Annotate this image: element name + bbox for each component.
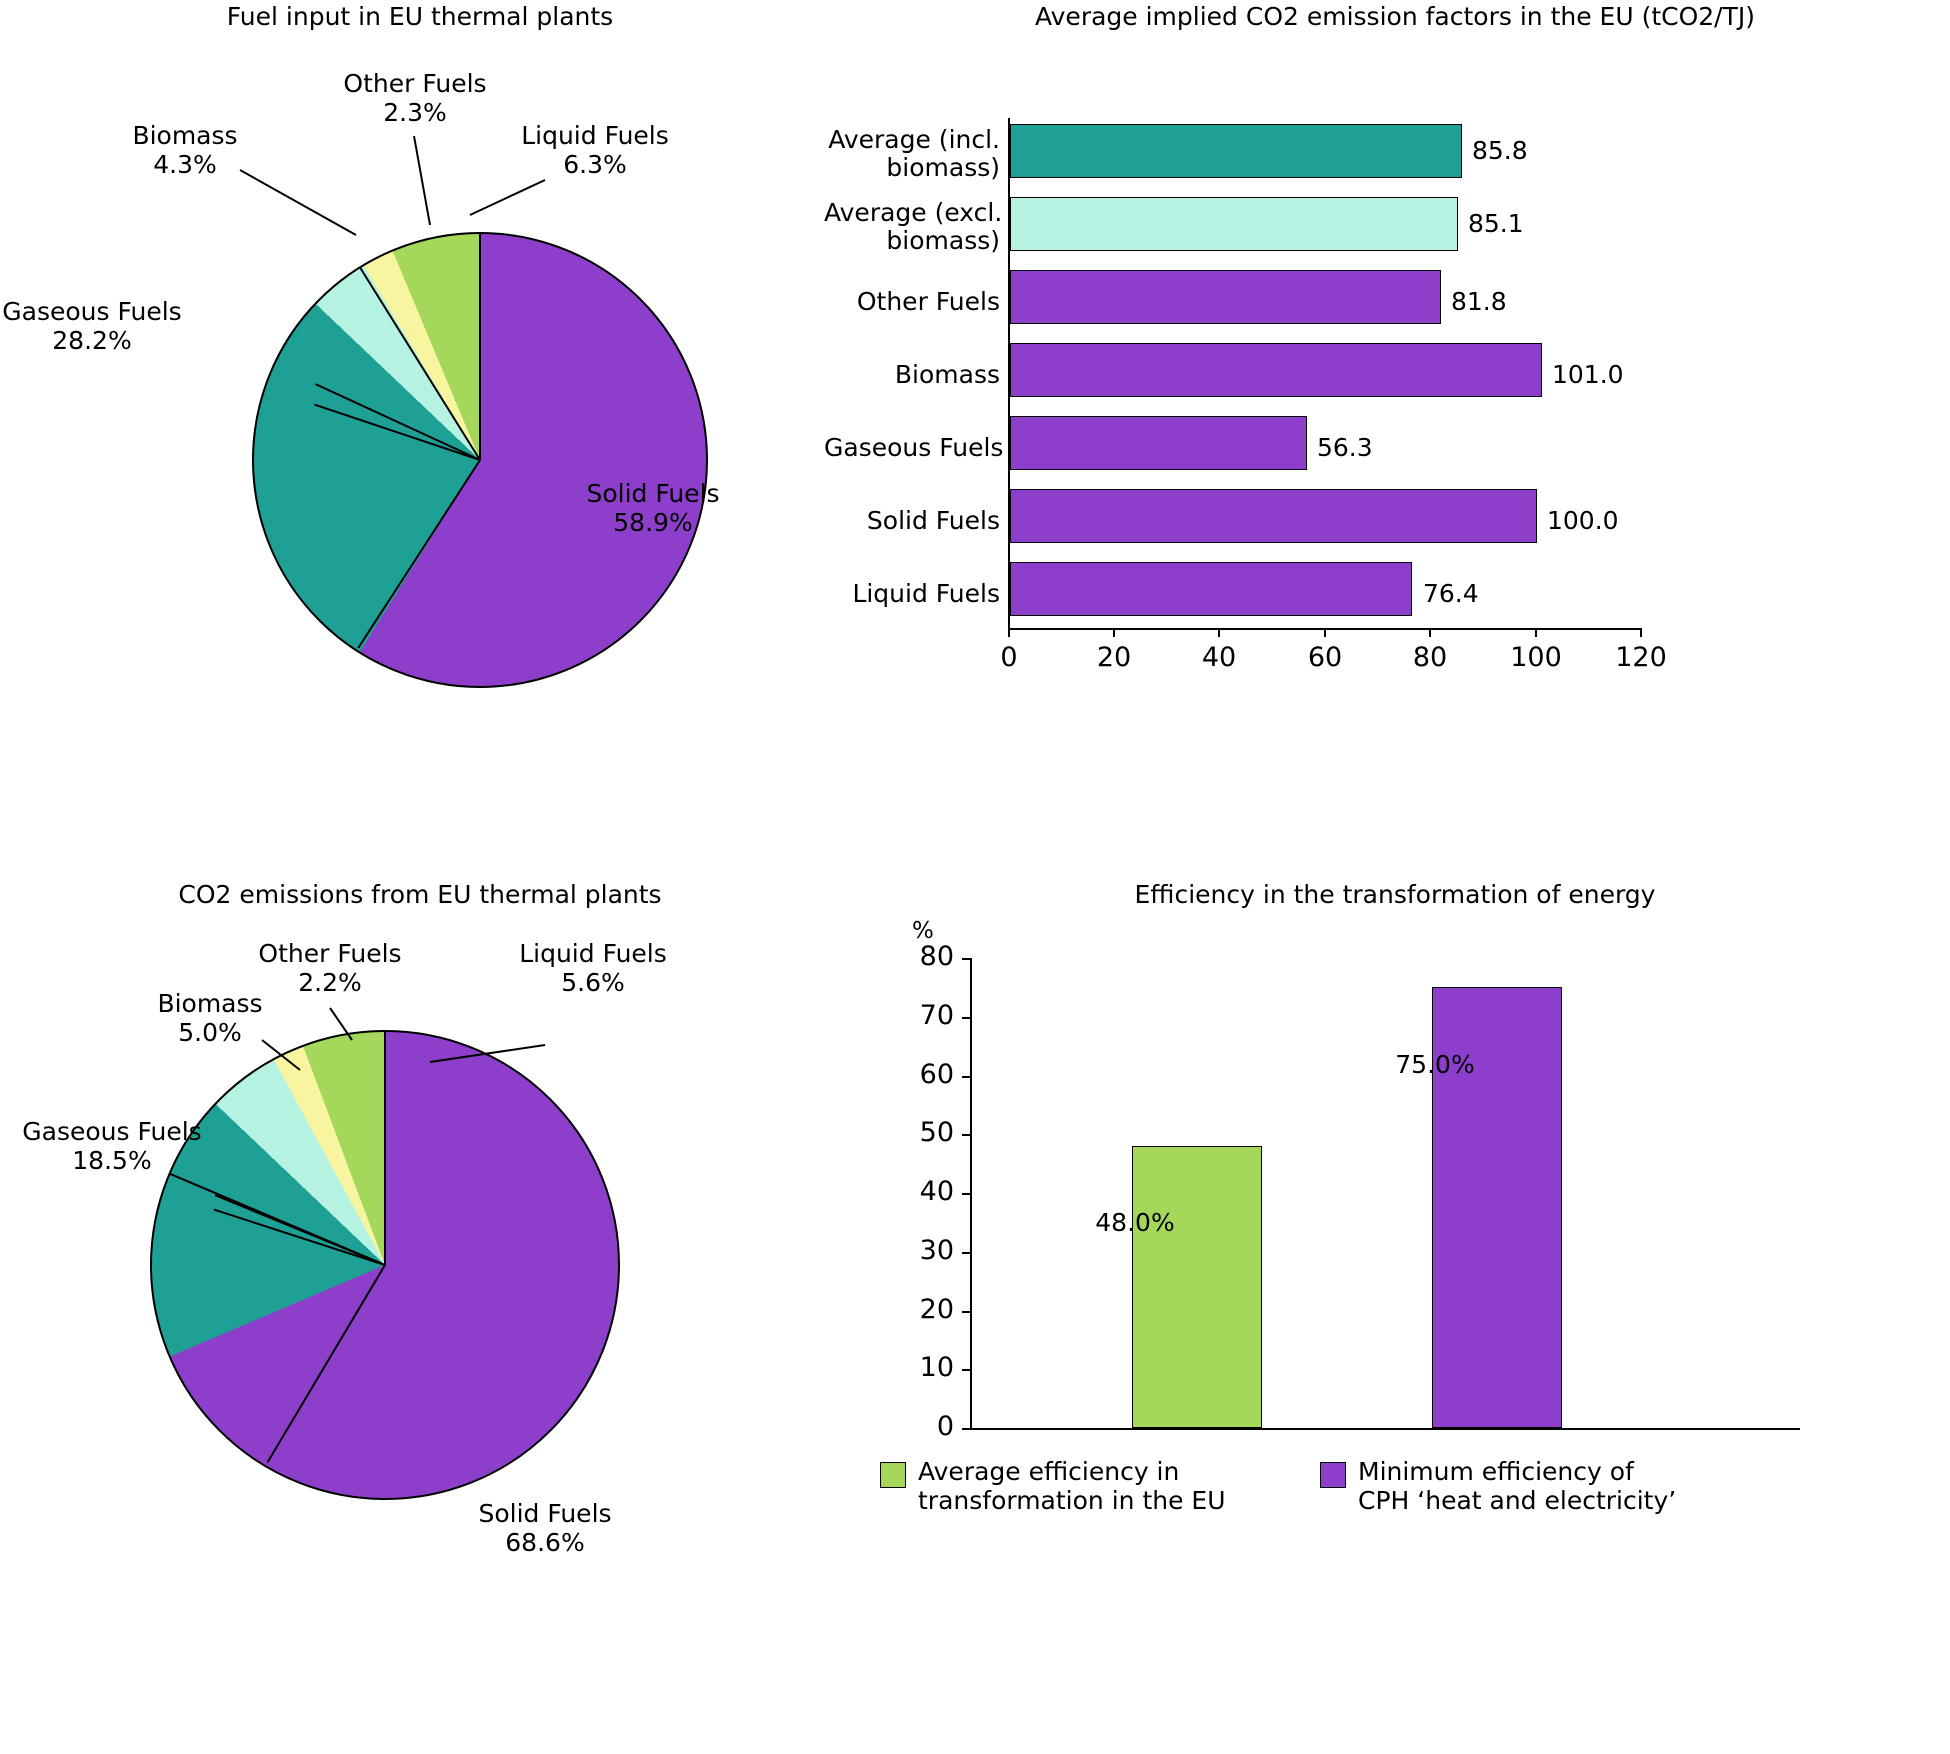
y-tick-label-70: 70 <box>919 999 954 1031</box>
pie-label-gaseous-fuels: Gaseous Fuels 18.5% <box>22 1117 202 1175</box>
chart-efficiency <box>840 880 1950 1754</box>
x-tick-label-80: 80 <box>1412 642 1448 673</box>
pie-label-gaseous-fuels: Gaseous Fuels 28.2% <box>2 297 182 355</box>
y-tick-30 <box>962 1252 971 1254</box>
x-tick-label-100: 100 <box>1510 642 1562 673</box>
bar-value-solid-fuels: 100.0 <box>1547 506 1619 535</box>
bar-category-gaseous-fuels: Gaseous Fuels <box>824 433 1004 462</box>
x-tick-label-40: 40 <box>1201 642 1237 673</box>
x-tick-20 <box>1113 628 1115 637</box>
y-tick-label-50: 50 <box>919 1117 954 1149</box>
legend-label-average-line1: Average efficiency in <box>918 1457 1180 1486</box>
legend-label-minimum-line2: CPH ‘heat and electricity’ <box>1358 1485 1677 1515</box>
y-tick-label-60: 60 <box>919 1058 954 1090</box>
x-tick-40 <box>1218 628 1220 637</box>
bar-average-efficiency <box>1132 1146 1262 1428</box>
y-tick-label-40: 40 <box>919 1176 954 1207</box>
y-tick-70 <box>962 1017 971 1019</box>
y-tick-label-10: 10 <box>919 1352 954 1384</box>
chart-title-co2-emissions: CO2 emissions from EU thermal plants <box>178 880 662 909</box>
pie-label-solid-fuels: Solid Fuels 58.9% <box>586 479 720 537</box>
x-tick-60 <box>1324 628 1326 637</box>
bar-value-minimum-efficiency: 75.0% <box>1395 1050 1475 1079</box>
x-tick-label-60: 60 <box>1307 642 1343 673</box>
efficiency-legend <box>840 1457 1950 1550</box>
emission-factors-plot <box>1008 118 1640 628</box>
y-axis-unit-label: % <box>912 918 934 944</box>
y-tick-label-0: 0 <box>936 1411 954 1442</box>
legend-label-minimum-line1: Minimum efficiency of <box>1358 1457 1634 1486</box>
bar-biomass <box>1010 343 1542 397</box>
y-tick-80 <box>962 958 971 960</box>
efficiency-plot <box>970 958 1800 1430</box>
bar-value-average-efficiency: 48.0% <box>1095 1208 1175 1237</box>
pie-label-other-fuels: Other Fuels 2.2% <box>258 939 402 997</box>
bar-category-solid-fuels: Solid Fuels <box>866 506 1000 535</box>
pie-label-liquid-fuels: Liquid Fuels 5.6% <box>519 939 667 997</box>
bar-gaseous-fuels <box>1010 416 1307 470</box>
bar-average-excl-biomass <box>1010 197 1458 251</box>
bar-category-liquid-fuels: Liquid Fuels <box>852 579 1000 608</box>
x-tick-label-0: 0 <box>1000 642 1018 673</box>
chart-title-efficiency: Efficiency in the transformation of energy <box>1134 880 1656 909</box>
legend-swatch-minimum-efficiency <box>1320 1462 1346 1488</box>
bar-value-average-incl-biomass: 85.8 <box>1472 136 1528 165</box>
bar-category-biomass: Biomass <box>894 360 1000 389</box>
y-tick-60 <box>962 1076 971 1078</box>
bar-average-incl-biomass <box>1010 124 1462 178</box>
x-tick-label-20: 20 <box>1096 642 1132 673</box>
pie-label-biomass: Biomass 5.0% <box>157 989 263 1047</box>
bar-other-fuels <box>1010 270 1441 324</box>
chart-emission-factors <box>824 0 1950 720</box>
x-tick-80 <box>1429 628 1431 637</box>
chart-fuel-input <box>0 0 840 720</box>
legend-label-average-line2: transformation in the EU <box>918 1485 1226 1515</box>
y-tick-0 <box>962 1428 971 1430</box>
bar-category-average-excl-biomass: Average (excl. biomass) <box>824 198 1003 255</box>
legend-swatch-average-efficiency <box>880 1462 906 1488</box>
pie-label-biomass: Biomass 4.3% <box>132 121 238 179</box>
pie-label-other-fuels: Other Fuels 2.3% <box>343 69 487 127</box>
pie-label-liquid-fuels: Liquid Fuels 6.3% <box>521 121 669 179</box>
chart-title-emission-factors: Average implied CO2 emission factors in the EU (tCO2/TJ) <box>1035 2 1755 31</box>
bar-value-other-fuels: 81.8 <box>1451 287 1507 316</box>
bar-value-biomass: 101.0 <box>1552 360 1624 389</box>
bar-solid-fuels <box>1010 489 1537 543</box>
y-tick-40 <box>962 1193 971 1195</box>
x-tick-0 <box>1008 628 1010 637</box>
x-tick-label-120: 120 <box>1615 642 1667 673</box>
y-tick-label-80: 80 <box>919 941 954 972</box>
y-tick-label-20: 20 <box>919 1293 954 1325</box>
x-tick-120 <box>1640 628 1642 637</box>
x-tick-100 <box>1535 628 1537 637</box>
y-tick-50 <box>962 1134 971 1136</box>
chart-title-fuel-input: Fuel input in EU thermal plants <box>226 2 614 31</box>
y-tick-10 <box>962 1369 971 1371</box>
y-tick-label-30: 30 <box>919 1234 954 1266</box>
chart-co2-emissions <box>0 880 840 1750</box>
bar-category-average-incl-biomass: Average (incl. biomass) <box>828 125 1000 182</box>
bar-value-average-excl-biomass: 85.1 <box>1468 209 1524 238</box>
bar-value-gaseous-fuels: 56.3 <box>1317 433 1373 462</box>
bar-liquid-fuels <box>1010 562 1412 616</box>
pie-label-solid-fuels: Solid Fuels 68.6% <box>478 1499 612 1557</box>
y-tick-20 <box>962 1311 971 1313</box>
bar-category-other-fuels: Other Fuels <box>856 287 1000 316</box>
bar-value-liquid-fuels: 76.4 <box>1423 579 1479 608</box>
